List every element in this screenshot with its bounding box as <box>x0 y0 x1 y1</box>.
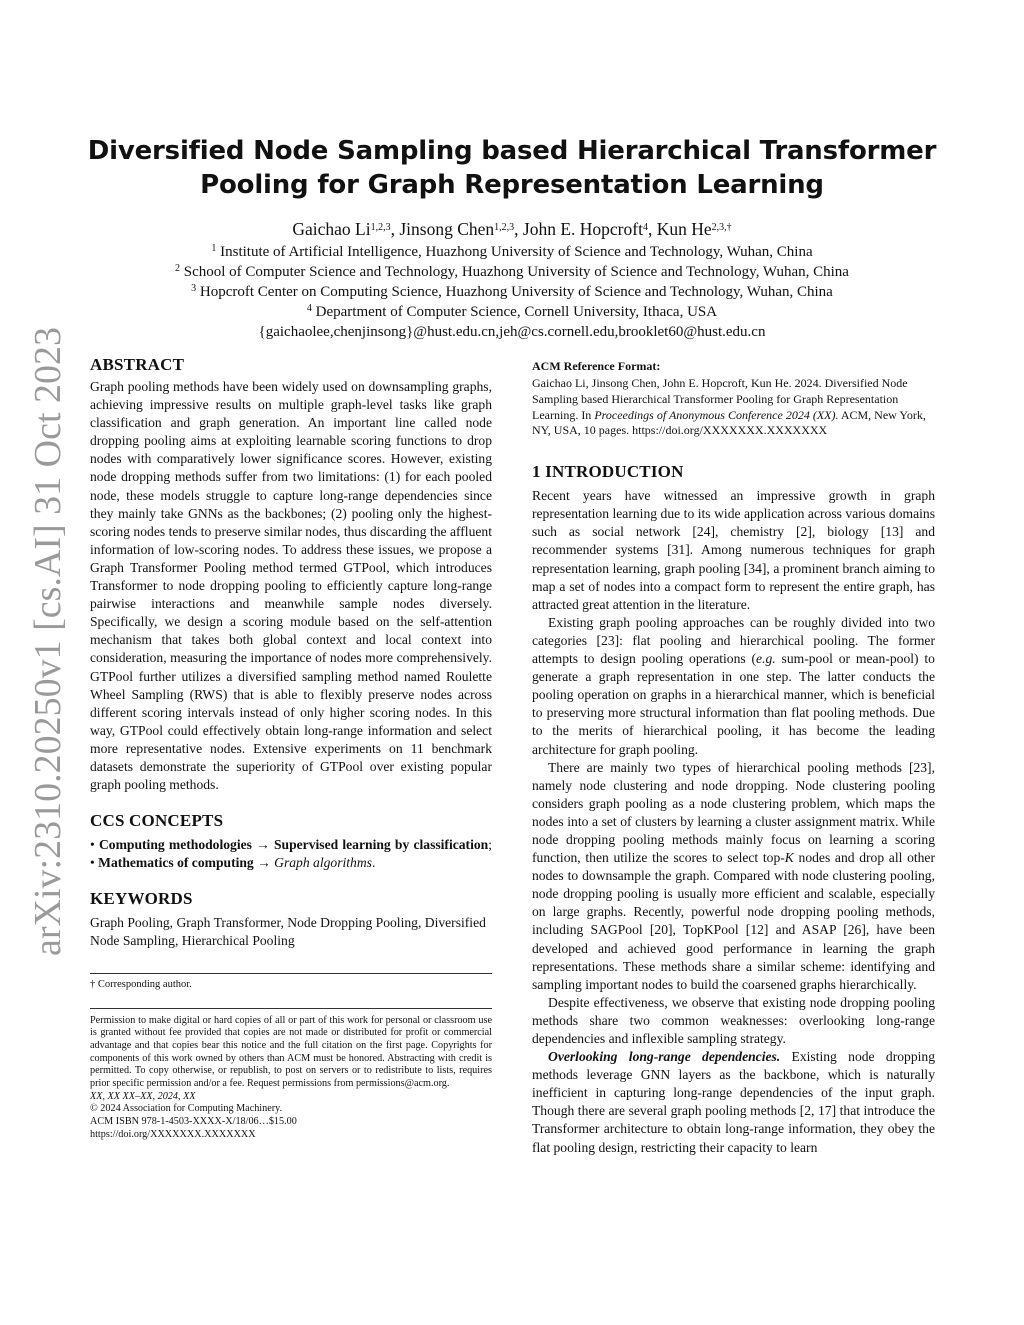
footnote: † Corresponding author. <box>90 978 192 990</box>
venue <box>90 1091 492 1104</box>
left-column <box>90 354 492 1142</box>
affiliation-text: Hopcroft Center on Computing Science, Huazhong University of Science and Technology, Wuhan, China <box>199 284 833 300</box>
author-name: John E. Hopcroft <box>522 219 643 239</box>
ccs-heading: CCS CONCEPTS <box>90 811 224 831</box>
footnote-rule <box>90 973 492 974</box>
acm-ref-proceedings: Proceedings of Anonymous Conference 2024 (XX). <box>594 407 839 422</box>
copyright: © 2024 Association for Computing Machinery. <box>90 1103 283 1115</box>
title-line-1: Diversified Node Sampling based Hierarchical Transformer <box>87 136 937 166</box>
text-run: sum-pool or mean-pool) to generate a graph representation in one step. The latter conducts the pooling operation on graphs in a hierarchical manner, which is beneficial to preserving more structural information than flat pooling methods. Due to the merits of hierarchical pooling, it has become the leading architecture for graph pooling. <box>532 651 935 757</box>
arrow-icon: → <box>257 855 271 871</box>
author-sep: , <box>514 219 523 239</box>
affiliation-text: Institute of Artificial Intelligence, Huazhong University of Science and Technology, Wuhan, China <box>220 244 813 260</box>
affiliation-sup: 1 <box>211 243 217 254</box>
isbn: ACM ISBN 978-1-4503-XXXX-X/18/06…$15.00 <box>90 1116 297 1128</box>
author-name: Gaichao Li <box>292 219 371 239</box>
affiliation <box>60 302 964 322</box>
separator: ; <box>488 837 492 853</box>
keywords-heading: KEYWORDS <box>90 889 193 909</box>
author-affil-sup: 1,2,3 <box>370 222 391 233</box>
intro-paragraph-2 <box>532 614 935 759</box>
venue-text: XX, XX XX–XX, 2024, XX <box>90 1090 196 1102</box>
text-run: There are mainly two types of hierarchical pooling methods [23], namely node clustering and node dropping. Node clustering pooling considers graph pooling as a node clustering problem, which maps the nodes into a set of clusters by learning a cluster assignment matrix. While node dropping pooling methods mainly focus on learning a scoring function, then utilize the scores to select top- <box>532 759 935 866</box>
arxiv-stamp <box>20 326 76 956</box>
acm-reference-heading: ACM Reference Format: <box>532 359 661 373</box>
permission-statement: Permission to make digital or hard copies of all or part of this work for personal or classroom use is granted without fee provided that copies are not made or distributed for profit or commercial advantage and that copies bear this notice and the full citation on the first page. Copyrights for components of this work owned by others than ACM must be honored. Abstracting with credit is permitted. To copy otherwise, or republish, to post on servers or to redistribute to lists, requires prior specific permission and/or a fee. Request permissions from permissions@acm.org. <box>90 1014 492 1090</box>
author-sep: , <box>647 219 657 239</box>
author-list <box>60 218 964 240</box>
doi: https://doi.org/XXXXXXX.XXXXXXX <box>90 1128 256 1140</box>
bullet: • <box>90 855 95 871</box>
author-affil-sup: 4 <box>642 222 648 233</box>
right-column <box>532 358 935 1157</box>
author-affil-sup: 2,3,† <box>711 222 732 233</box>
ccs-term: Mathematics of computing <box>98 855 254 871</box>
ccs-term: Computing methodologies <box>98 837 252 853</box>
affiliation-sup: 3 <box>191 283 197 294</box>
ccs-term: Graph algorithms <box>274 855 372 871</box>
affiliation-text: School of Computer Science and Technology, Huazhong University of Science and Technology, Wuhan, China <box>183 264 849 280</box>
affiliation <box>60 282 964 302</box>
abstract-heading: ABSTRACT <box>90 355 185 374</box>
text-run: Existing graph pooling approaches can be roughly divided into two categories [23]: flat pooling and hierarchical pooling. The former attempts to design pooling operations ( <box>532 614 935 667</box>
arrow-icon: → <box>256 837 270 853</box>
ccs-term: Supervised learning by classification <box>273 837 489 853</box>
affiliation-text: Department of Computer Science, Cornell University, Ithaca, USA <box>315 304 718 320</box>
affiliation <box>60 262 964 282</box>
author-emails: {gaichaolee,chenjinsong}@hust.edu.cn,jeh@cs.cornell.edu,brooklet60@hust.edu.cn <box>258 324 766 340</box>
permission-rule <box>90 1008 492 1009</box>
text-run: K <box>784 850 794 866</box>
period: . <box>371 855 376 871</box>
affiliation <box>60 242 964 262</box>
author-affil-sup: 1,2,3 <box>494 222 515 233</box>
intro-paragraph-3 <box>532 759 935 994</box>
arxiv-identifier: arXiv:2310.20250v1 [cs.AI] 31 Oct 2023 <box>27 326 69 956</box>
affiliation-list <box>60 242 964 342</box>
paper-title <box>60 134 964 202</box>
affiliation-sup: 4 <box>306 303 312 314</box>
keywords-text: Graph Pooling, Graph Transformer, Node Dropping Pooling, Diversified Node Sampling, Hierarchical Pooling <box>90 915 486 949</box>
intro-paragraph-1: Recent years have witnessed an impressive growth in graph representation learning due to its wide application across various domains such as social network [24], chemistry [2], biology [13] and recommender systems [31]. Among numerous techniques for graph representation learning, graph pooling [34], a prominent branch aiming to map a set of nodes into a compact form to represent the entire graph, has attracted great attention in the literature. <box>532 488 935 612</box>
title-line-2: Pooling for Graph Representation Learning <box>200 170 824 200</box>
acm-ref-pre: Gaichao Li, Jinsong Chen, John E. Hopcroft, Kun He. 2024. Diversified Node Sampling based Hierarchical Transformer Pooling for Graph Representation Learning. In <box>532 376 908 422</box>
intro-paragraph-5 <box>532 1048 935 1157</box>
intro-paragraph-4: Despite effectiveness, we observe that existing node dropping pooling methods share two common weaknesses: overlooking long-range dependencies and inflexible sampling strategy. <box>532 994 935 1046</box>
acm-ref-post: ACM, New York, NY, USA, 10 pages. https://doi.org/XXXXXXX.XXXXXXX <box>532 407 926 438</box>
ccs-concepts <box>90 836 492 872</box>
bullet: • <box>90 837 95 853</box>
text-run: Existing node dropping methods leverage GNN layers as the backbone, which is naturally inefficient in capturing long-range dependencies of the input graph. Though there are several graph pooling methods [2, 17] that introduce the Transformer architecture to obtain long-range information, they obey the flat pooling design, restricting their capacity to learn <box>532 1049 935 1155</box>
author-name: Kun He <box>656 219 712 239</box>
introduction-heading: 1 INTRODUCTION <box>532 462 684 482</box>
affiliation-sup: 2 <box>175 263 181 274</box>
acm-reference-text <box>532 376 935 439</box>
text-run: nodes and drop all other nodes to downsample the graph. Compared with node clustering pooling, node dropping pooling is usually more efficient and scalable, especially on large graphs. Recently, powerful node dropping pooling methods, including SAGPool [20], TopKPool [12] and ASAP [26], have been developed and achieved good performance in learning the graph representations. These methods share a similar scheme: identifying and sampling important nodes to build the coarsened graphs hierarchically. <box>532 850 935 992</box>
text-run: e.g. <box>756 651 776 667</box>
author-sep: , <box>390 219 400 239</box>
author-name: Jinsong Chen <box>399 219 495 239</box>
abstract-text: Graph pooling methods have been widely used on downsampling graphs, achieving impressive results on multiple graph-level tasks like graph classification and graph generation. An important line called node dropping pooling aims at exploiting learnable scoring functions to drop nodes with comparatively lower significance scores. However, existing node dropping methods suffer from two limitations: (1) for each pooled node, these models struggle to capture long-range dependencies since they mainly take GNNs as the backbones; (2) pooling only the highest-scoring nodes tends to preserve similar nodes, thus discarding the affluent information of low-scoring nodes. To address these issues, we propose a Graph Transformer Pooling method termed GTPool, which introduces Transformer to node dropping pooling to efficiently capture long-range pairwise interactions and meanwhile sample nodes diversely. Specifically, we design a scoring module based on the self-attention mechanism that takes both global context and local context into consideration, measuring the importance of nodes more comprehensively. GTPool further utilizes a diversified sampling method named Roulette Wheel Sampling (RWS) that is able to flexibly preserve nodes across different scoring intervals instead of only higher scoring nodes. In this way, GTPool could effectively obtain long-range information and select more representative nodes. Extensive experiments on 11 benchmark datasets demonstrate the superiority of GTPool over existing popular graph pooling methods. <box>90 379 492 793</box>
run-in-heading: Overlooking long-range dependencies. <box>548 1049 781 1065</box>
